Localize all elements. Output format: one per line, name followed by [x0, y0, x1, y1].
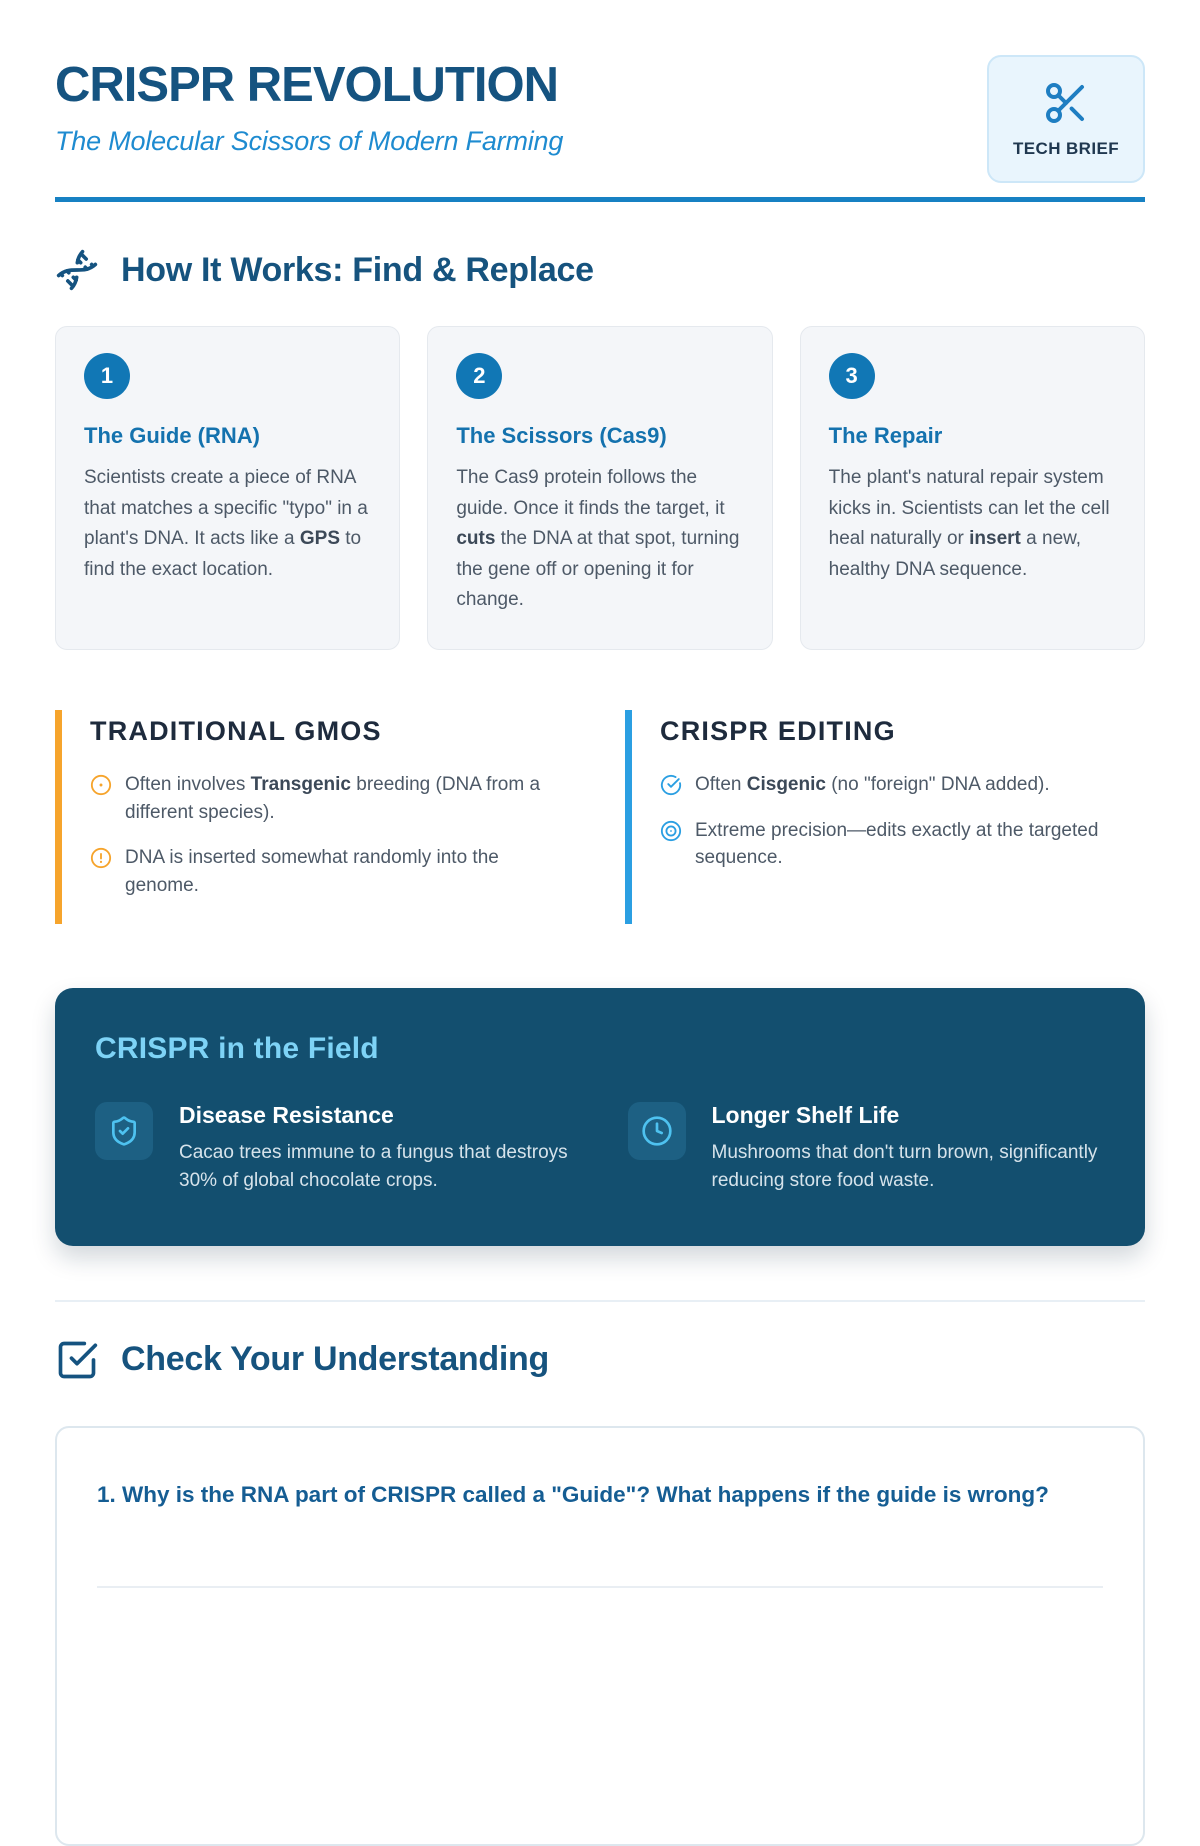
clock-icon — [641, 1115, 673, 1147]
step-body: The plant's natural repair system kicks in. Scientists can let the cell heal naturally or insert a new, healthy DNA sequence. — [828, 467, 1110, 580]
section-title-quiz: Check Your Understanding — [121, 1340, 549, 1379]
step-title: The Scissors (Cas9) — [456, 423, 667, 449]
icon-tile — [95, 1102, 153, 1160]
tech-brief-label: TECH BRIEF — [1013, 139, 1119, 158]
answer-line — [97, 1586, 1103, 1588]
step-body: The Cas9 protein follows the guide. Once it finds the target, it cuts the DNA at that spot, turning the gene off or opening it for change. — [456, 467, 740, 610]
step-number-badge: 3 — [829, 353, 875, 399]
target-icon — [660, 820, 682, 842]
list-item — [90, 771, 575, 826]
step-number-badge: 2 — [456, 353, 502, 399]
crispr-editing-column — [625, 710, 1145, 923]
question-card — [55, 1426, 1145, 1846]
header — [55, 0, 1145, 157]
quiz-heading — [55, 1338, 1145, 1382]
column-heading: TRADITIONAL GMOS — [90, 716, 382, 747]
tech-brief-badge — [987, 55, 1145, 183]
step-card-scissors — [427, 326, 772, 650]
how-it-works-heading — [55, 248, 1145, 292]
field-item-body: Cacao trees immune to a fungus that destroys 30% of global chocolate crops. — [179, 1141, 568, 1192]
header-divider — [55, 197, 1145, 202]
step-title: The Guide (RNA) — [84, 423, 260, 449]
panel-title: CRISPR in the Field — [95, 1031, 379, 1065]
list-item — [660, 771, 1145, 799]
field-item-longer-shelf-life — [628, 1102, 1106, 1196]
icon-tile — [628, 1102, 686, 1160]
field-item-disease-resistance — [95, 1102, 573, 1196]
column-heading: CRISPR EDITING — [660, 716, 896, 747]
dna-icon — [55, 248, 99, 292]
list-item-text: Extreme precision—edits exactly at the targeted sequence. — [695, 819, 1099, 869]
check-circle-icon — [660, 774, 682, 796]
page-title: CRISPR REVOLUTION — [55, 58, 558, 112]
list-item — [660, 817, 1145, 872]
crispr-in-the-field-panel — [55, 988, 1145, 1246]
step-title: The Repair — [828, 423, 943, 449]
field-item-text — [712, 1102, 1106, 1196]
question-text: 1. Why is the RNA part of CRISPR called a "Guide"? What happens if the guide is wrong? — [97, 1481, 1049, 1507]
circle-dot-icon — [90, 774, 112, 796]
step-cards — [55, 326, 1145, 650]
field-item-title: Longer Shelf Life — [711, 1101, 900, 1128]
section-title-how: How It Works: Find & Replace — [121, 250, 594, 289]
section-divider — [55, 1300, 1145, 1302]
comparison-section — [55, 710, 1145, 923]
field-item-title: Disease Resistance — [179, 1101, 394, 1128]
panel-grid — [95, 1102, 1105, 1196]
shield-check-icon — [108, 1115, 140, 1147]
alert-circle-icon — [90, 847, 112, 869]
step-card-guide — [55, 326, 400, 650]
bullet-list — [90, 771, 575, 899]
step-number-badge: 1 — [84, 353, 130, 399]
list-item-text: Often Cisgenic (no "foreign" DNA added). — [695, 774, 1050, 796]
bullet-list — [660, 771, 1145, 872]
field-item-text — [179, 1102, 573, 1196]
list-item — [90, 844, 575, 899]
step-body: Scientists create a piece of RNA that matches a specific "typo" in a plant's DNA. It acts like a GPS to find the exact location. — [84, 467, 368, 580]
scissors-icon — [1042, 79, 1090, 127]
field-item-body: Mushrooms that don't turn brown, significantly reducing store food waste. — [711, 1141, 1098, 1192]
page-subtitle: The Molecular Scissors of Modern Farming — [55, 126, 564, 157]
list-item-text: Often involves Transgenic breeding (DNA from a different species). — [125, 774, 541, 823]
step-card-repair — [800, 326, 1145, 650]
list-item-text: DNA is inserted somewhat randomly into the genome. — [125, 847, 499, 897]
check-square-icon — [55, 1338, 99, 1382]
traditional-gmos-column — [55, 710, 575, 923]
